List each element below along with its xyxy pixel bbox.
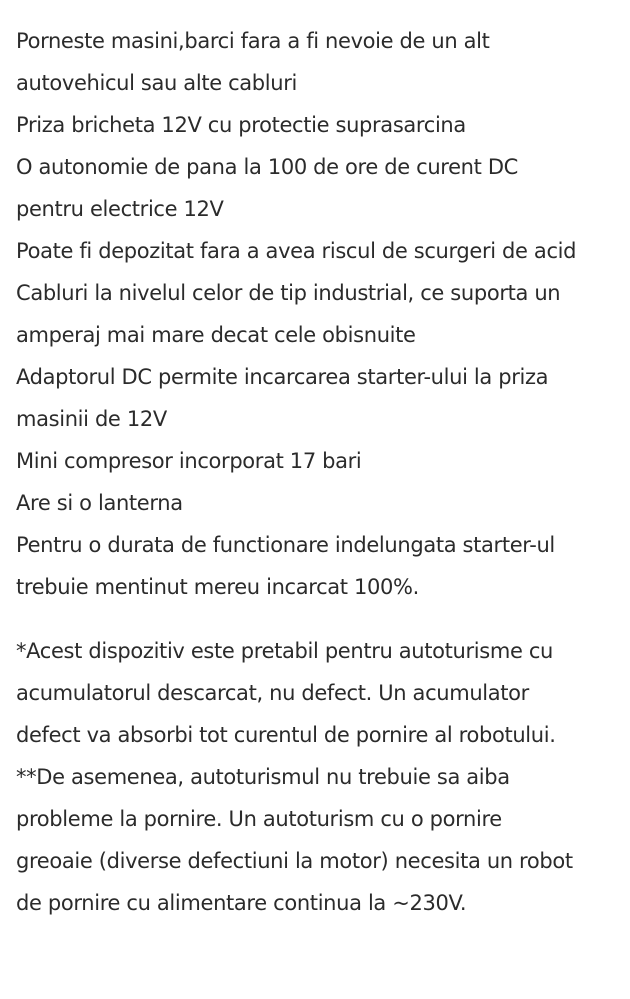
- paragraph-spacer: [16, 608, 622, 630]
- disclaimer-note: *Acest dispozitiv este pretabil pentru autoturisme cu acumulatorul descarcat, nu defect. Un acumulator defect va absorbi tot curentul de pornire al robotului. **De asemenea, autoturismul nu trebuie sa aiba probleme la pornire. Un autoturism cu o pornire greoaie (diverse defectiuni la motor) necesita un robot de pornire cu alimentare continua la ~230V.: [16, 639, 573, 915]
- product-description: [16, 20, 622, 924]
- features-text: Porneste masini,barci fara a fi nevoie de un alt autovehicul sau alte cabluri Priza bricheta 12V cu protectie suprasarcina O autonomie de pana la 100 de ore de curent DC pentru electrice 12V Poate fi depozitat fara a avea riscul de scurgeri de acid Cabluri la nivelul celor de tip industrial, ce suporta un amperaj mai mare decat cele obisnuite Adaptorul DC permite incarcarea starter-ului la priza masinii de 12V Mini compresor incorporat 17 bari Are si o lanterna Pentru o durata de functionare indelungata starter-ul trebuie mentinut mereu incarcat 100%.: [16, 29, 577, 599]
